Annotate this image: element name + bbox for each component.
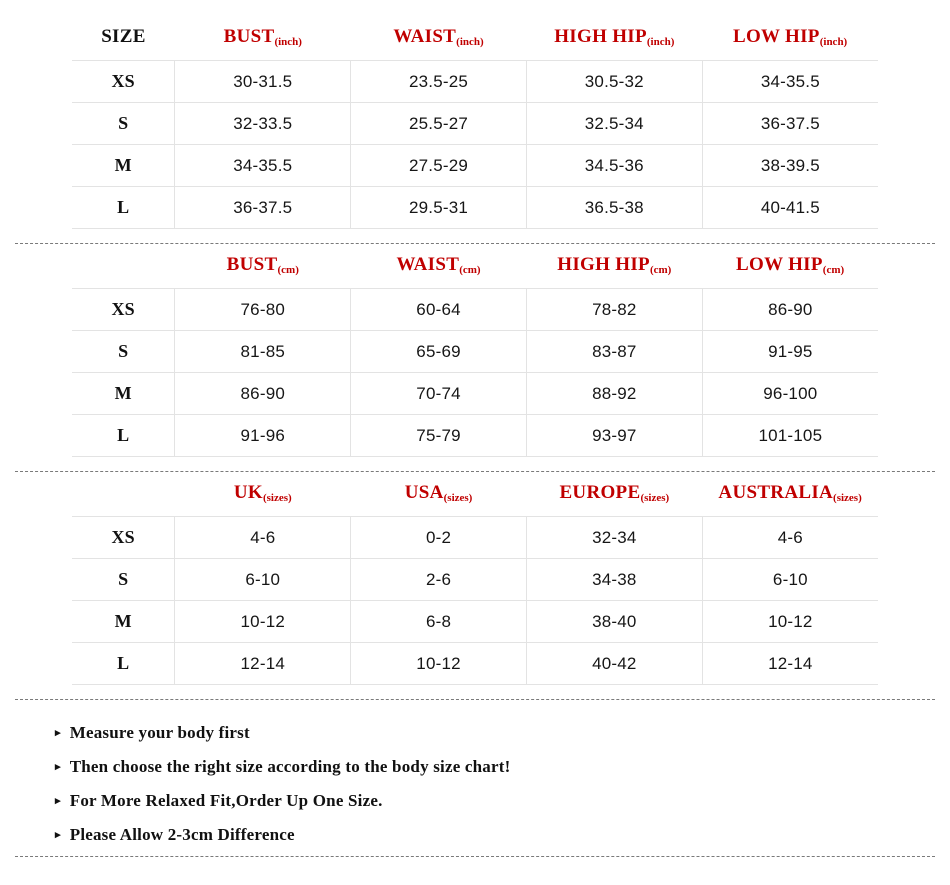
cell-uk: 6-10	[175, 559, 351, 601]
triangle-bullet-icon: ▸	[55, 829, 61, 841]
cell-low-hip: 96-100	[702, 373, 878, 415]
cell-low-hip: 36-37.5	[702, 103, 878, 145]
table-row	[72, 517, 878, 559]
column-header-high-hip	[526, 16, 702, 61]
size-table-region	[72, 472, 878, 685]
cell-bust: 91-96	[175, 415, 351, 457]
table-row	[72, 187, 878, 229]
cell-waist: 60-64	[351, 289, 527, 331]
column-header-size	[72, 244, 175, 289]
cell-waist: 75-79	[351, 415, 527, 457]
column-header-unit: (cm)	[459, 264, 481, 276]
size-label: S	[72, 559, 175, 601]
cell-low-hip: 91-95	[702, 331, 878, 373]
column-header-bust	[175, 16, 351, 61]
cell-europe: 38-40	[526, 601, 702, 643]
table-row	[72, 559, 878, 601]
size-label: M	[72, 145, 175, 187]
column-header-label: AUSTRALIA	[718, 482, 834, 503]
cell-high-hip: 88-92	[526, 373, 702, 415]
table-header-row	[72, 16, 878, 61]
size-label: S	[72, 103, 175, 145]
note-text: Measure your body first	[69, 723, 250, 742]
column-header-uk	[175, 472, 351, 517]
cell-low-hip: 86-90	[702, 289, 878, 331]
size-section-cm	[0, 244, 950, 472]
table-row	[72, 373, 878, 415]
table-row	[72, 331, 878, 373]
size-table-inch	[72, 16, 878, 229]
column-header-label: USA	[404, 482, 444, 503]
triangle-bullet-icon: ▸	[55, 795, 61, 807]
size-label: L	[72, 187, 175, 229]
column-header-bust	[175, 244, 351, 289]
column-header-label: LOW HIP	[732, 26, 820, 47]
cell-uk: 12-14	[175, 643, 351, 685]
column-header-label: BUST	[223, 26, 275, 47]
column-header-unit: (inch)	[274, 36, 302, 48]
column-header-low-hip	[702, 16, 878, 61]
table-header-row	[72, 472, 878, 517]
section-divider	[15, 699, 935, 700]
top-text-fragment	[0, 0, 950, 12]
list-item	[25, 716, 925, 750]
column-header-unit: (cm)	[649, 264, 672, 276]
cell-usa: 2-6	[351, 559, 527, 601]
cell-low-hip: 40-41.5	[702, 187, 878, 229]
cell-australia: 4-6	[702, 517, 878, 559]
column-header-low-hip	[702, 244, 878, 289]
column-header-label: WAIST	[396, 254, 460, 275]
cell-waist: 27.5-29	[351, 145, 527, 187]
column-header-europe	[526, 472, 702, 517]
table-row	[72, 61, 878, 103]
size-section-region	[0, 472, 950, 700]
column-header-size	[72, 472, 175, 517]
size-label: XS	[72, 289, 175, 331]
cell-low-hip: 101-105	[702, 415, 878, 457]
column-header-unit: (cm)	[822, 264, 845, 276]
column-header-unit: (sizes)	[443, 492, 473, 504]
cell-high-hip: 83-87	[526, 331, 702, 373]
column-header-unit: (inch)	[456, 36, 484, 48]
cell-europe: 32-34	[526, 517, 702, 559]
table-header-row	[72, 244, 878, 289]
cell-low-hip: 38-39.5	[702, 145, 878, 187]
triangle-bullet-icon: ▸	[55, 727, 61, 739]
cell-waist: 23.5-25	[351, 61, 527, 103]
table-row	[72, 145, 878, 187]
cell-waist: 25.5-27	[351, 103, 527, 145]
size-label: M	[72, 601, 175, 643]
column-header-high-hip	[526, 244, 702, 289]
column-header-unit: (cm)	[277, 264, 299, 276]
cell-europe: 34-38	[526, 559, 702, 601]
column-header-unit: (sizes)	[262, 492, 292, 504]
column-header-usa	[351, 472, 527, 517]
cell-australia: 10-12	[702, 601, 878, 643]
cell-bust: 76-80	[175, 289, 351, 331]
triangle-bullet-icon: ▸	[55, 761, 61, 773]
cell-waist: 70-74	[351, 373, 527, 415]
cell-bust: 32-33.5	[175, 103, 351, 145]
bottom-divider	[15, 856, 935, 857]
column-header-label: EUROPE	[559, 482, 641, 503]
notes-list	[25, 700, 925, 852]
column-header-label: LOW HIP	[736, 254, 823, 275]
cell-usa: 0-2	[351, 517, 527, 559]
size-label: L	[72, 643, 175, 685]
list-item	[25, 784, 925, 818]
cell-europe: 40-42	[526, 643, 702, 685]
list-item	[25, 818, 925, 852]
cell-bust: 30-31.5	[175, 61, 351, 103]
cell-bust: 36-37.5	[175, 187, 351, 229]
table-row	[72, 103, 878, 145]
table-row	[72, 289, 878, 331]
column-header-label: SIZE	[101, 26, 146, 47]
column-header-label: BUST	[226, 254, 278, 275]
column-header-label: HIGH HIP	[554, 26, 647, 47]
cell-high-hip: 93-97	[526, 415, 702, 457]
cell-uk: 4-6	[175, 517, 351, 559]
cell-waist: 29.5-31	[351, 187, 527, 229]
size-table-cm	[72, 244, 878, 457]
column-header-unit: (sizes)	[833, 492, 862, 504]
note-text: Please Allow 2-3cm Difference	[69, 825, 295, 844]
cell-usa: 10-12	[351, 643, 527, 685]
column-header-unit: (inch)	[819, 36, 848, 48]
cell-high-hip: 34.5-36	[526, 145, 702, 187]
column-header-waist	[351, 244, 527, 289]
size-label: M	[72, 373, 175, 415]
note-text: For More Relaxed Fit,Order Up One Size.	[69, 791, 383, 810]
note-text: Then choose the right size according to the body size chart!	[69, 757, 511, 776]
cell-bust: 86-90	[175, 373, 351, 415]
column-header-label: WAIST	[393, 26, 457, 47]
cell-usa: 6-8	[351, 601, 527, 643]
column-header-waist	[351, 16, 527, 61]
cell-waist: 65-69	[351, 331, 527, 373]
cell-bust: 34-35.5	[175, 145, 351, 187]
column-header-australia	[702, 472, 878, 517]
list-item	[25, 750, 925, 784]
column-header-unit: (sizes)	[640, 492, 670, 504]
size-label: S	[72, 331, 175, 373]
size-label: L	[72, 415, 175, 457]
cell-uk: 10-12	[175, 601, 351, 643]
cell-high-hip: 32.5-34	[526, 103, 702, 145]
cell-high-hip: 36.5-38	[526, 187, 702, 229]
column-header-unit: (inch)	[646, 36, 675, 48]
table-row	[72, 643, 878, 685]
cell-australia: 6-10	[702, 559, 878, 601]
size-section-inch	[0, 16, 950, 244]
table-row	[72, 601, 878, 643]
cell-high-hip: 78-82	[526, 289, 702, 331]
cell-high-hip: 30.5-32	[526, 61, 702, 103]
table-row	[72, 415, 878, 457]
column-header-label: UK	[233, 482, 263, 503]
size-label: XS	[72, 61, 175, 103]
size-label: XS	[72, 517, 175, 559]
column-header-label: HIGH HIP	[557, 254, 650, 275]
cell-low-hip: 34-35.5	[702, 61, 878, 103]
column-header-size	[72, 16, 175, 61]
cell-bust: 81-85	[175, 331, 351, 373]
cell-australia: 12-14	[702, 643, 878, 685]
